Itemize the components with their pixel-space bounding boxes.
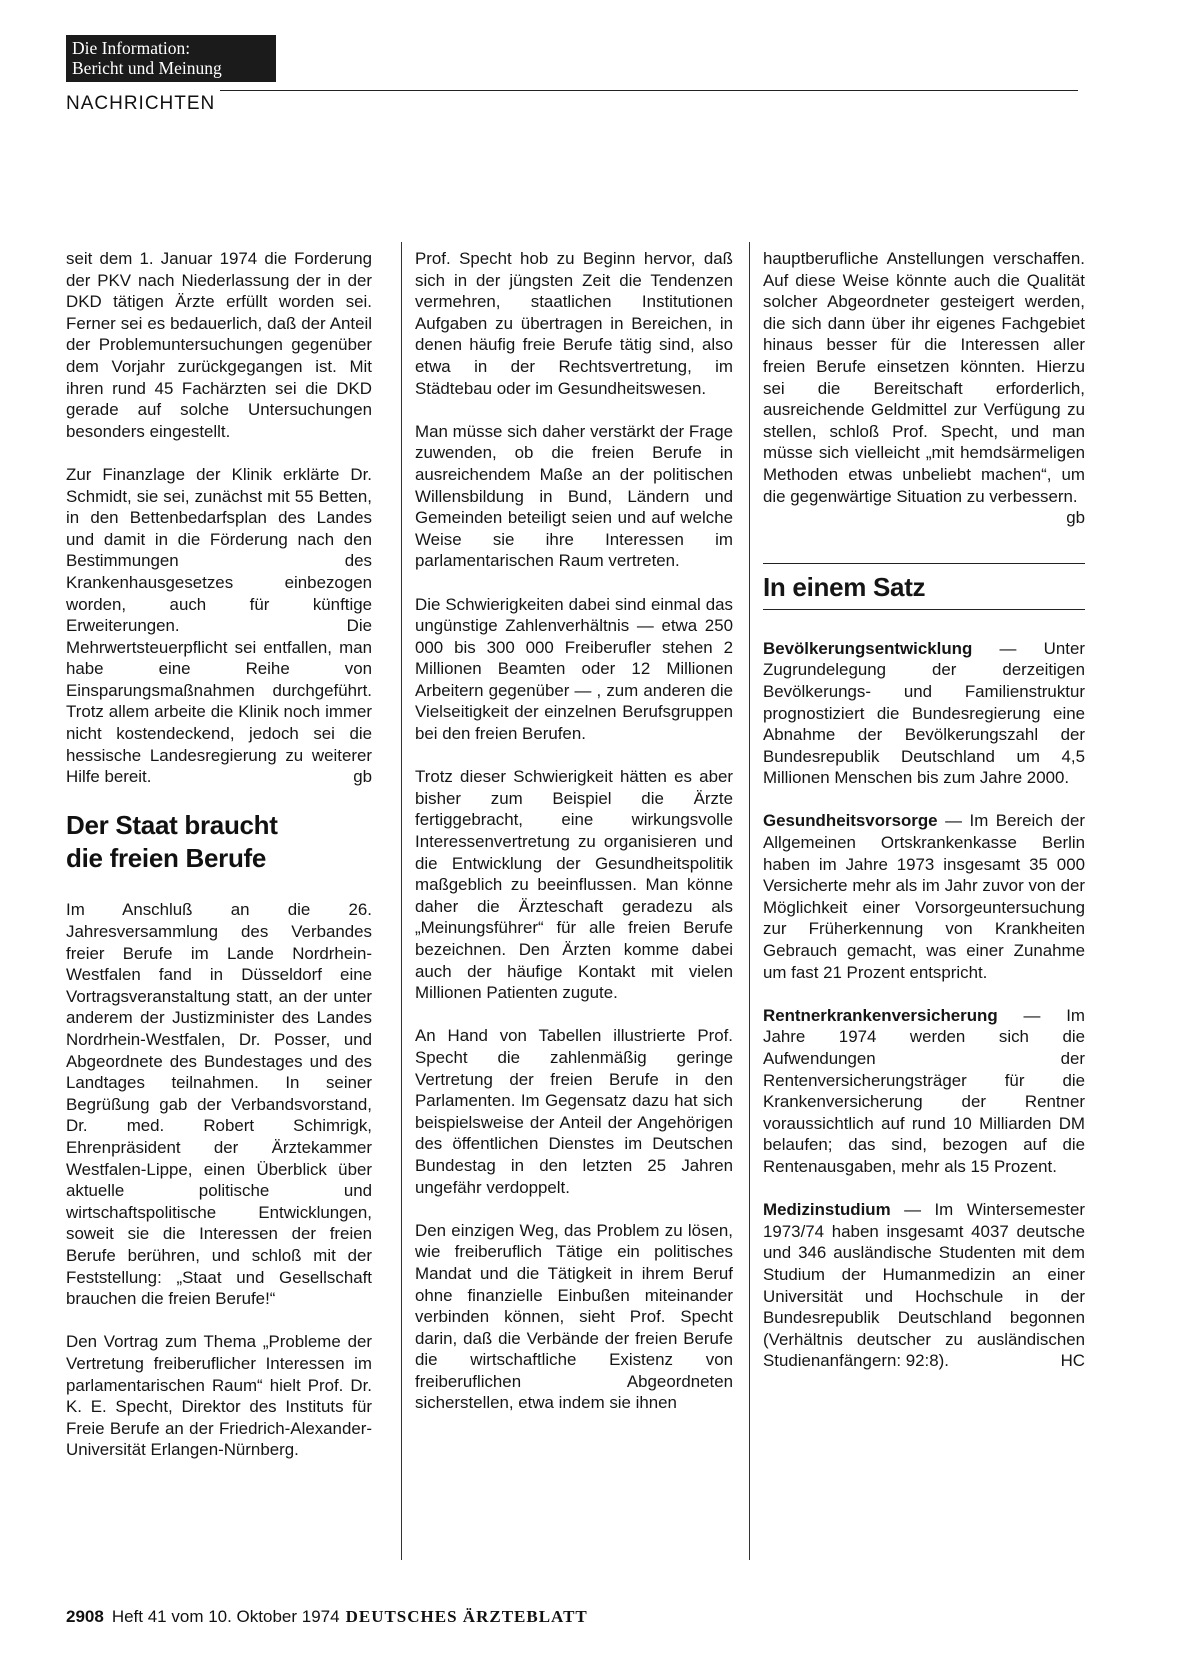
news-item-text: — Im Bereich der Allgemeinen Ortskrankenkasse Berlin haben im Jahre 1973 insgesamt 35 000 Versicherte mehr als im Jahr zuvor von der Möglichkeit einer Vorsorgeuntersuchung zur Früherkennung von Krankheiten Gebrauch gemacht, was einer Zunahme um fast 21 Prozent entspricht. bbox=[763, 811, 1085, 982]
issue-info: Heft 41 vom 10. Oktober 1974 bbox=[111, 1607, 340, 1626]
masthead-line-2: Bericht und Meinung bbox=[72, 58, 222, 78]
paragraph: Den einzigen Weg, das Problem zu lösen, wie freiberuflich Tätige ein politisches Mandat und die Tätigkeit in ihrem Beruf ohne finanzielle Einbußen miteinander verbinden können, sieht Prof. Specht darin, daß die Verbände der freien Berufe die wirtschaftliche Existenz von freiberuflichen Abgeordneten sicherstellen, etwa indem sie ihnen bbox=[415, 1220, 733, 1413]
column-2 bbox=[415, 248, 733, 1436]
news-item-lead: Medizinstudium bbox=[763, 1200, 891, 1220]
page-footer bbox=[66, 1607, 588, 1627]
paragraph: Den Vortrag zum Thema „Probleme der Vertretung freiberuflicher Interessen im parlamentarischen Raum“ hielt Prof. Dr. K. E. Specht, Direktor des Instituts für Freie Berufe an der Friedrich-Alexander-Universität Erlangen-Nürnberg. bbox=[66, 1332, 372, 1460]
author-initials: HC bbox=[1060, 1351, 1085, 1371]
column-1 bbox=[66, 248, 372, 1482]
paragraph bbox=[763, 248, 1085, 528]
masthead bbox=[66, 35, 276, 82]
author-initials: gb bbox=[1066, 508, 1085, 528]
article-title-line-1: Der Staat braucht bbox=[66, 810, 278, 841]
box-rule-bottom bbox=[763, 609, 1085, 610]
news-item-lead: Gesundheitsvorsorge bbox=[763, 811, 938, 831]
news-item-text: — Im Jahre 1974 werden sich die Aufwendungen der Rentenversicherungsträger für die Krankenversicherung der Rentner voraussichtlich auf rund 10 Milliarden DM belaufen; das sind, bezogen auf die Rentenausgaben, mehr als 15 Prozent. bbox=[763, 1005, 1085, 1176]
paragraph: Prof. Specht hob zu Beginn hervor, daß sich in der jüngsten Zeit die Tendenzen vermehren, staatlichen Institutionen Aufgaben zu übertragen in Bereichen, in denen häufig freie Berufe tätig sind, also etwa in der Rechtsvertretung, im Städtebau oder im Gesundheitswesen. bbox=[415, 249, 733, 398]
section-label: NACHRICHTEN bbox=[66, 93, 216, 114]
paragraph bbox=[66, 464, 372, 788]
box-rule-top bbox=[763, 563, 1085, 564]
column-divider-2 bbox=[749, 242, 750, 1560]
article-title-line-2: die freien Berufe bbox=[66, 843, 267, 874]
publication-name: DEUTSCHES ÄRZTEBLATT bbox=[345, 1607, 588, 1626]
box-title: In einem Satz bbox=[763, 571, 926, 602]
paragraph-text: hauptberufliche Anstellungen verschaffen. Auf diese Weise könnte auch die Qualität solcher Abgeordneter gesteigert werden, die sich dann über ihr eigenes Fachgebiet hinaus besser für die Interessen aller freien Berufe einsetzen könnten. Hierzu sei die Bereitschaft erforderlich, ausreichende Geldmittel zur Verfügung zu stellen, schloß Prof. Specht, und man müsse sich vielleicht „mit hemdsärmeligen Methoden etwas unbeliebt machen“, um die gegenwärtige Situation zu verbessern. bbox=[763, 249, 1085, 506]
news-item-lead: Bevölkerungsentwicklung bbox=[763, 638, 973, 658]
paragraph: Die Schwierigkeiten dabei sind einmal das ungünstige Zahlenverhältnis — etwa 250 000 bis 300 000 Freiberufler stehen 2 Millionen Beamten oder 12 Millionen Arbeitern gegenüber — , zum anderen die Vielseitigkeit der einzelnen Berufsgruppen bei den freien Berufen. bbox=[415, 594, 733, 744]
news-item-lead: Rentnerkrankenversicherung bbox=[763, 1005, 998, 1025]
column-divider-1 bbox=[401, 242, 402, 1560]
paragraph-text: Zur Finanzlage der Klinik erklärte Dr. Schmidt, sie sei, zunächst mit 55 Betten, in den Bettenbedarfsplan des Landes und damit in die Förderung nach den Bestimmungen des Krankenhausgesetzes einbezogen worden, auch für künftige Erweiterungen. Die Mehrwertsteuerpflicht sei entfallen, man habe eine Reihe von Einsparungsmaßnahmen durchgeführt. Trotz allem arbeite die Klinik noch immer nicht kostendeckend, jedoch sei die hessische Landesregierung zu weiterer Hilfe bereit. bbox=[66, 464, 372, 787]
article-title bbox=[66, 809, 372, 875]
paragraph: Man müsse sich daher verstärkt der Frage zuwenden, ob die freien Berufe in ausreichendem Maße an der politischen Willensbildung in Bund, Ländern und Gemeinden beteiligt seien und auf welche Weise sie ihre Interessen im parlamentarischen Raum vertreten. bbox=[415, 421, 733, 571]
author-initials: gb bbox=[353, 767, 372, 787]
column-3 bbox=[763, 248, 1085, 1394]
news-item-text: — Unter Zugrundelegung der derzeitigen Bevölkerungs- und Familienstruktur prognostiziert die Bundesregierung eine Abnahme der Bevölkerungszahl der Bundesrepublik Deutschland um 4,5 Millionen Menschen bis zum Jahre 2000. bbox=[763, 638, 1085, 788]
news-item bbox=[763, 810, 1085, 983]
masthead-line-1: Die Information: bbox=[72, 38, 191, 58]
paragraph: seit dem 1. Januar 1974 die Forderung der PKV nach Niederlassung der in der DKD tätigen Ärzte erfüllt worden sei. Ferner sei es bedauerlich, daß der Anteil der Problemuntersuchungen gegenüber dem Vorjahr zurückgegangen ist. Mit ihren rund 45 Fachärzten sei die DKD gerade auf solche Untersuchungen besonders eingestellt. bbox=[66, 249, 372, 441]
paragraph: Im Anschluß an die 26. Jahresversammlung des Verbandes freier Berufe im Lande Nordrhein-Westfalen fand in Düsseldorf eine Vortragsveranstaltung statt, an der unter anderem der Justizminister des Landes Nordrhein-Westfalen, Dr. Posser, und Abgeordnete des Bundestages und des Landtages teilnahmen. In seiner Begrüßung gab der Verbandsvorstand, Dr. med. Robert Schimrigk, Ehrenpräsident der Ärztekammer Westfalen-Lippe, einen Überblick über aktuelle politische und wirtschaftspolitische Entwicklungen, soweit sie die Interessen der freien Berufe berühren, und schloß mit der Feststellung: „Staat und Gesellschaft brauchen die freien Berufe!“ bbox=[66, 900, 372, 1309]
page-number: 2908 bbox=[66, 1607, 104, 1626]
header-rule bbox=[220, 90, 1078, 91]
paragraph: Trotz dieser Schwierigkeit hätten es aber bisher zum Beispiel die Ärzte fertiggebracht, eine wirkungsvolle Interessenvertretung zu organisieren und die Entwicklung der Gesundheitspolitik maßgeblich zu beeinflussen. Man könne daher die Ärzteschaft geradezu als „Meinungsführer“ für alle freien Berufe bezeichnen. Den Ärzten komme dabei auch der häufige Kontakt mit vielen Millionen Patienten zugute. bbox=[415, 767, 733, 1003]
news-item bbox=[763, 638, 1085, 789]
news-item bbox=[763, 1005, 1085, 1178]
news-item bbox=[763, 1199, 1085, 1372]
paragraph: An Hand von Tabellen illustrierte Prof. Specht die zahlenmäßig geringe Vertretung der freien Berufe in den Parlamenten. Im Gegensatz dazu hat sich beispielsweise der Anteil der Angehörigen des öffentlichen Dienstes im Deutschen Bundestag in den letzten 25 Jahren ungefähr verdoppelt. bbox=[415, 1026, 733, 1197]
news-item-text: — Im Wintersemester 1973/74 haben insgesamt 4037 deutsche und 346 ausländische Studenten mit dem Studium der Humanmedizin an einer Universität und Hochschule in der Bundesrepublik Deutschland begonnen (Verhältnis deutscher zu ausländischen Studienanfängern: 92:8). bbox=[763, 1200, 1085, 1371]
